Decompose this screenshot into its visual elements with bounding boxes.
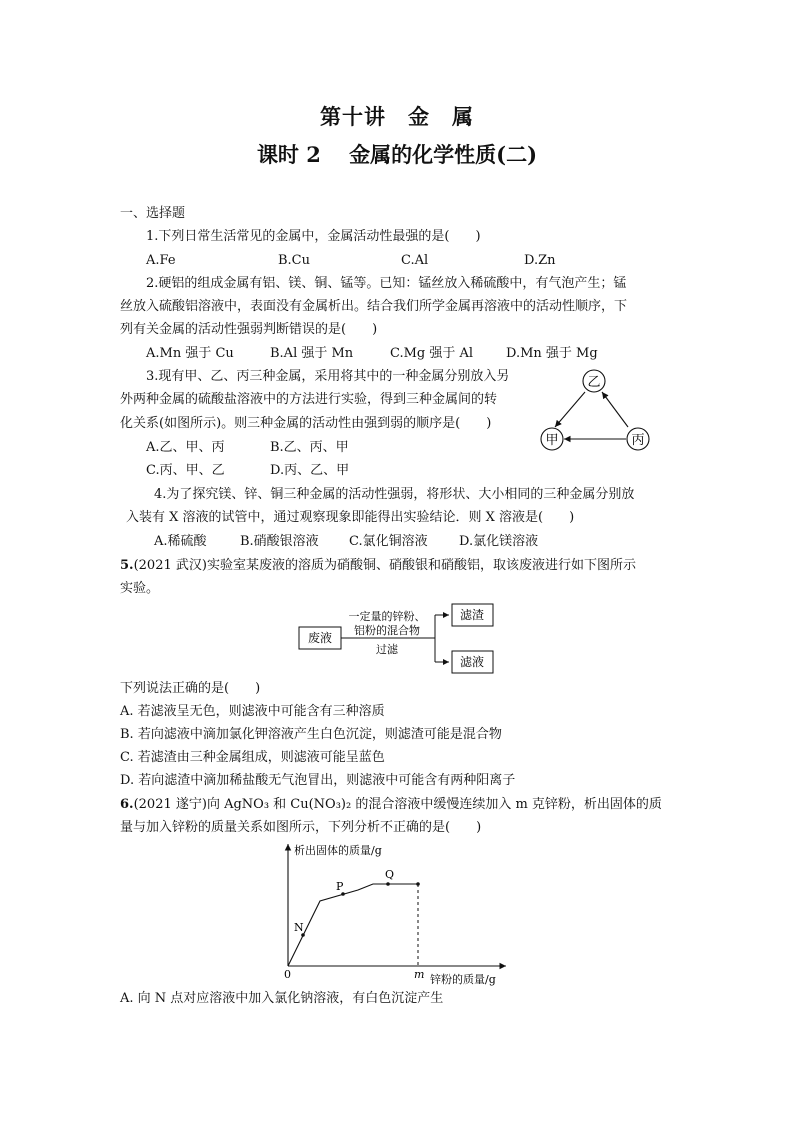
graph-label-q: Q <box>385 868 395 881</box>
graph-y-label: 析出固体的质量/g <box>294 844 382 857</box>
flow-reagent-line1: 一定量的锌粉、 <box>348 610 426 623</box>
q5-number: 5. <box>120 558 134 573</box>
node-bing-label: 丙 <box>631 433 645 448</box>
q1-option-a: A.Fe <box>146 253 176 268</box>
section-heading: 一、选择题 <box>120 206 186 221</box>
graph-m-label: m <box>414 968 425 981</box>
q5-question: 下列说法正确的是( ) <box>120 681 261 696</box>
q6-graph <box>278 838 518 988</box>
flow-waste-label: 废液 <box>307 631 333 645</box>
q3-option-a: A.乙、甲、丙 <box>146 440 225 455</box>
q1-option-c: C.Al <box>401 253 429 268</box>
q3-option-c: C.丙、甲、乙 <box>146 463 225 478</box>
graph-point-q <box>386 882 390 886</box>
graph-label-p: P <box>336 880 344 893</box>
q3-line1: 3.现有甲、乙、丙三种金属，采用将其中的一种金属分别放入另 <box>146 369 510 384</box>
q3-option-d: D.丙、乙、甲 <box>270 463 350 478</box>
q2-option-d: D.Mn 强于 Mg <box>506 346 598 361</box>
page-subtitle: 课时 2 金属的化学性质(二) <box>256 142 538 167</box>
q6-line1: (2021 遂宁)向 AgNO₃ 和 Cu(NO₃)₂ 的混合溶液中缓慢连续加入 m 克锌粉，析出固体的质 <box>133 797 662 812</box>
q1-option-d: D.Zn <box>524 253 556 268</box>
q4-line2: 入装有 X 溶液的试管中，通过观察现象即能得出实验结论．则 X 溶液是( ) <box>126 510 575 525</box>
q5-line2: 实验。 <box>120 581 160 596</box>
node-yi-label: 乙 <box>587 375 601 390</box>
q1-option-b: B.Cu <box>278 253 311 268</box>
flow-operation: 过滤 <box>376 643 398 656</box>
graph-line <box>288 884 418 966</box>
flow-reagent-line2: 铝粉的混合物 <box>354 624 420 637</box>
flow-filtrate-label: 滤液 <box>459 655 485 669</box>
q6-number: 6. <box>120 797 134 812</box>
q2-line1: 2.硬铝的组成金属有铝、镁、铜、锰等。已知：锰丝放入稀硫酸中，有气泡产生；锰 <box>146 276 627 291</box>
q4-option-a: A.稀硫酸 <box>154 534 207 549</box>
q5-flow-diagram <box>295 598 500 680</box>
q4-option-b: B.硝酸银溶液 <box>240 534 319 549</box>
flow-residue-label: 滤渣 <box>459 608 485 622</box>
q4-option-c: C.氯化铜溶液 <box>349 534 428 549</box>
q2-option-c: C.Mg 强于 Al <box>390 346 474 361</box>
q6-option-a: A. 向 N 点对应溶液中加入氯化钠溶液，有白色沉淀产生 <box>120 991 444 1006</box>
graph-origin-label: 0 <box>284 968 291 981</box>
q1-stem: 1.下列日常生活常见的金属中，金属活动性最强的是( ) <box>146 229 481 244</box>
q3-line2: 外两种金属的硫酸盐溶液中的方法进行实验，得到三种金属间的转 <box>120 392 498 407</box>
q2-line3: 列有关金属的活动性强弱判断错误的是( ) <box>120 322 378 337</box>
graph-point-end <box>416 882 420 886</box>
q5-line1: (2021 武汉)实验室某废液的溶质为硝酸铜、硝酸银和硝酸铝，取该废液进行如下图所示 <box>133 558 636 573</box>
graph-x-label: 锌粉的质量/g <box>430 973 496 986</box>
q6-line2: 量与加入锌粉的质量关系如图所示，下列分析不正确的是( ) <box>120 820 482 835</box>
arrow-bing-to-yi <box>602 392 628 427</box>
q4-option-d: D.氯化镁溶液 <box>459 534 539 549</box>
q5-option-d: D. 若向滤渣中滴加稀盐酸无气泡冒出，则滤液中可能含有两种阳离子 <box>120 773 516 788</box>
q2-option-a: A.Mn 强于 Cu <box>146 346 234 361</box>
q3-line3: 化关系(如图所示)。则三种金属的活动性由强到弱的顺序是( ) <box>120 416 492 431</box>
q2-option-b: B.Al 强于 Mn <box>270 346 354 361</box>
q2-line2: 丝放入硫酸铝溶液中，表面没有金属析出。结合我们所学金属再溶液中的活动性顺序，下 <box>120 299 628 314</box>
q3-option-b: B.乙、丙、甲 <box>270 440 349 455</box>
q3-triangle-diagram <box>530 362 660 457</box>
page-title: 第十讲 金 属 <box>320 104 474 129</box>
node-jia-label: 甲 <box>545 433 559 448</box>
q5-option-c: C. 若滤渣由三种金属组成，则滤液可能呈蓝色 <box>120 750 385 765</box>
q5-option-a: A. 若滤液呈无色，则滤液中可能含有三种溶质 <box>120 704 385 719</box>
graph-label-n: N <box>294 921 304 934</box>
q5-option-b: B. 若向滤液中滴加氯化钾溶液产生白色沉淀，则滤渣可能是混合物 <box>120 727 502 742</box>
q4-line1: 4.为了探究镁、锌、铜三种金属的活动性强弱，将形状、大小相同的三种金属分别放 <box>154 487 635 502</box>
arrow-yi-to-jia <box>555 392 585 427</box>
